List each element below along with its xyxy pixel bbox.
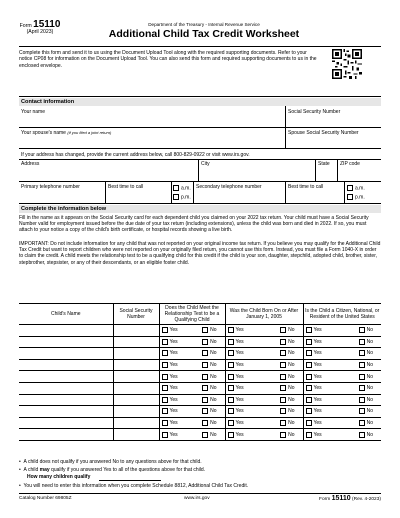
- child-ssn-cell[interactable]: [113, 336, 159, 348]
- born-after-no-checkbox[interactable]: No: [280, 432, 294, 438]
- col-citizen: Is the Child a Citizen, National, or Resident of the United States: [303, 304, 381, 325]
- spouse-ssn-label: Spouse Social Security Number: [288, 130, 359, 136]
- col-born-after: Was the Child Born On or After January 1, 2005: [225, 304, 303, 325]
- born-after-no-checkbox[interactable]: No: [280, 420, 294, 426]
- table-row: [19, 429, 381, 441]
- born-after-yes-checkbox[interactable]: Yes: [228, 420, 244, 426]
- form-header: [19, 19, 381, 46]
- bullet-not-qualify: • A child does not qualify if you answered No to any questions above for that child.: [19, 459, 202, 465]
- born-after-yes-checkbox[interactable]: Yes: [228, 408, 244, 414]
- citizen-yes-checkbox[interactable]: Yes: [306, 385, 322, 391]
- child-name-cell[interactable]: [19, 382, 113, 394]
- footer-form-id: Form 15110 (Rev. 4-2023): [319, 495, 381, 502]
- secondary-pm-checkbox[interactable]: p.m.: [347, 194, 365, 200]
- child-name-cell[interactable]: [19, 417, 113, 429]
- citizen-yes-checkbox[interactable]: Yes: [306, 350, 322, 356]
- citizen-yes-checkbox[interactable]: Yes: [306, 420, 322, 426]
- relationship-no-checkbox[interactable]: No: [202, 420, 216, 426]
- child-ssn-cell[interactable]: [113, 429, 159, 441]
- form-number-block: [19, 19, 61, 35]
- address-change-note: If your address has changed, provide the current address below, call 800-829-0922 or visit www.irs.gov.: [21, 152, 250, 158]
- relationship-no-checkbox[interactable]: No: [202, 339, 216, 345]
- form-title: Additional Child Tax Credit Worksheet: [108, 28, 300, 40]
- best-time-label: Best time to call: [108, 184, 144, 190]
- primary-pm-checkbox[interactable]: p.m.: [173, 194, 191, 200]
- relationship-yes-checkbox[interactable]: Yes: [162, 408, 178, 414]
- child-name-cell[interactable]: [19, 371, 113, 383]
- citizen-yes-checkbox[interactable]: Yes: [306, 339, 322, 345]
- citizen-no-checkbox[interactable]: No: [359, 327, 373, 333]
- relationship-no-checkbox[interactable]: No: [202, 432, 216, 438]
- relationship-yes-checkbox[interactable]: Yes: [162, 350, 178, 356]
- born-after-no-checkbox[interactable]: No: [280, 408, 294, 414]
- relationship-no-checkbox[interactable]: No: [202, 374, 216, 380]
- column-divider: [193, 181, 194, 203]
- col-relationship-test: Does the Child Meet the Relationship Test to be a Qualifying Child: [159, 304, 225, 325]
- col-childs-name: Child's Name: [19, 304, 113, 325]
- child-name-cell[interactable]: [19, 336, 113, 348]
- born-after-no-checkbox[interactable]: No: [280, 397, 294, 403]
- row-divider: [19, 159, 381, 160]
- born-after-yes-checkbox[interactable]: Yes: [228, 432, 244, 438]
- child-ssn-cell[interactable]: [113, 359, 159, 371]
- child-name-cell[interactable]: [19, 406, 113, 418]
- citizen-no-checkbox[interactable]: No: [359, 420, 373, 426]
- bullet-may-qualify: • A child may qualify if you answered Yes to all of the questions above for that child.: [19, 467, 206, 473]
- department-line: Department of the Treasury - Internal Revenue Service: [148, 22, 260, 27]
- born-after-no-checkbox[interactable]: No: [280, 327, 294, 333]
- relationship-yes-checkbox[interactable]: Yes: [162, 339, 178, 345]
- child-name-cell[interactable]: [19, 359, 113, 371]
- born-after-yes-checkbox[interactable]: Yes: [228, 339, 244, 345]
- col-ssn: Social Security Number: [113, 304, 159, 325]
- child-name-cell[interactable]: [19, 348, 113, 360]
- table-row: [19, 417, 381, 429]
- form-footer: [19, 493, 381, 502]
- secondary-phone-label: Secondary telephone number: [196, 184, 262, 190]
- child-ssn-cell[interactable]: [113, 382, 159, 394]
- relationship-no-checkbox[interactable]: No: [202, 385, 216, 391]
- your-name-label: Your name: [21, 109, 45, 115]
- spouse-name-label: Your spouse's name (if you filed a joint return): [21, 130, 112, 136]
- primary-phone-label: Primary telephone number: [21, 184, 80, 190]
- table-header-row: [19, 304, 381, 325]
- relationship-yes-checkbox[interactable]: Yes: [162, 327, 178, 333]
- column-divider: [344, 181, 345, 203]
- how-many-input[interactable]: [99, 480, 161, 481]
- form-date: (April 2023): [26, 29, 54, 35]
- citizen-no-checkbox[interactable]: No: [359, 350, 373, 356]
- primary-am-checkbox[interactable]: a.m.: [173, 185, 191, 191]
- relationship-yes-checkbox[interactable]: Yes: [162, 397, 178, 403]
- how-many-label: How many children qualify: [27, 474, 91, 480]
- child-ssn-cell[interactable]: [113, 406, 159, 418]
- intro-text: Complete this form and send it to us using the Document Upload Tool along with the required supporting documents. Refer to your notice CP08 for information on the Document Upload Tool. You can also send this form and required supporting documents to us in the enclosed envelope.: [19, 50, 317, 69]
- relationship-no-checkbox[interactable]: No: [202, 327, 216, 333]
- born-after-no-checkbox[interactable]: No: [280, 385, 294, 391]
- column-divider: [337, 159, 338, 181]
- column-divider: [285, 181, 286, 203]
- complete-section-heading: Complete the information below: [19, 203, 381, 213]
- instructions-paragraph: Fill in the name as it appears on the Social Security card for each dependent child you claimed on your 2022 tax return. Your child must have a Social Security Number valid for employment issued before the due date of your tax return (including extensions), unless the child was born and died in 2022. If so, you must attach to your notice a copy of the child's birth certificate, or hospital records showing a live birth.: [19, 215, 369, 234]
- born-after-no-checkbox[interactable]: No: [280, 350, 294, 356]
- city-label: City: [201, 161, 210, 167]
- born-after-yes-checkbox[interactable]: Yes: [228, 327, 244, 333]
- table-row: [19, 371, 381, 383]
- form-page: [19, 19, 381, 502]
- citizen-no-checkbox[interactable]: No: [359, 362, 373, 368]
- relationship-yes-checkbox[interactable]: Yes: [162, 374, 178, 380]
- secondary-am-checkbox[interactable]: a.m.: [347, 185, 365, 191]
- born-after-no-checkbox[interactable]: No: [280, 374, 294, 380]
- relationship-no-checkbox[interactable]: No: [202, 350, 216, 356]
- irs-website: www.irs.gov: [184, 496, 210, 501]
- citizen-no-checkbox[interactable]: No: [359, 432, 373, 438]
- form-number: 15110: [33, 19, 61, 30]
- table-row: [19, 325, 381, 337]
- citizen-yes-checkbox[interactable]: Yes: [306, 327, 322, 333]
- citizen-no-checkbox[interactable]: No: [359, 385, 373, 391]
- column-divider: [105, 181, 106, 203]
- table-row: [19, 348, 381, 360]
- relationship-no-checkbox[interactable]: No: [202, 397, 216, 403]
- state-label: State: [318, 161, 330, 167]
- citizen-yes-checkbox[interactable]: Yes: [306, 362, 322, 368]
- table-row: [19, 359, 381, 371]
- column-divider: [171, 181, 172, 203]
- born-after-yes-checkbox[interactable]: Yes: [228, 385, 244, 391]
- born-after-yes-checkbox[interactable]: Yes: [228, 362, 244, 368]
- column-divider: [315, 159, 316, 181]
- child-ssn-cell[interactable]: [113, 348, 159, 360]
- ssn-label: Social Security Number: [288, 109, 341, 115]
- child-ssn-cell[interactable]: [113, 371, 159, 383]
- born-after-yes-checkbox[interactable]: Yes: [228, 374, 244, 380]
- born-after-no-checkbox[interactable]: No: [280, 362, 294, 368]
- citizen-yes-checkbox[interactable]: Yes: [306, 432, 322, 438]
- contact-section-heading: Contact information: [19, 96, 381, 106]
- born-after-yes-checkbox[interactable]: Yes: [228, 350, 244, 356]
- child-ssn-cell[interactable]: [113, 325, 159, 337]
- table-row: [19, 336, 381, 348]
- column-divider: [198, 159, 199, 181]
- qr-code-icon: [332, 49, 362, 79]
- born-after-no-checkbox[interactable]: No: [280, 339, 294, 345]
- citizen-no-checkbox[interactable]: No: [359, 397, 373, 403]
- citizen-yes-checkbox[interactable]: Yes: [306, 374, 322, 380]
- child-ssn-cell[interactable]: [113, 394, 159, 406]
- important-paragraph: IMPORTANT: Do not include information for any child that was not reported on your original income tax return. If you believe you may qualify for the Additional Child Tax Credit but want to report children who were not reported on your originally filed return, you cannot use this form. Instead, you must file a Form 1040-X in order to claim the credit. A child meets the relationship test to be a qualifying child for this credit if the child is your son, daughter, stepchild, adopted child, brother, sister, stepbrother, stepsister, or any of their descendants, or an eligible foster child.: [19, 241, 381, 266]
- relationship-yes-checkbox[interactable]: Yes: [162, 420, 178, 426]
- row-divider: [19, 127, 381, 128]
- zip-label: ZIP code: [340, 161, 360, 167]
- child-name-cell[interactable]: [19, 394, 113, 406]
- header-rule: [19, 46, 381, 47]
- best-time-label: Best time to call: [288, 184, 324, 190]
- relationship-yes-checkbox[interactable]: Yes: [162, 362, 178, 368]
- address-label: Address: [21, 161, 40, 167]
- relationship-no-checkbox[interactable]: No: [202, 408, 216, 414]
- citizen-yes-checkbox[interactable]: Yes: [306, 408, 322, 414]
- relationship-yes-checkbox[interactable]: Yes: [162, 432, 178, 438]
- citizen-no-checkbox[interactable]: No: [359, 374, 373, 380]
- child-ssn-cell[interactable]: [113, 417, 159, 429]
- citizen-yes-checkbox[interactable]: Yes: [306, 397, 322, 403]
- relationship-yes-checkbox[interactable]: Yes: [162, 385, 178, 391]
- form-label: Form: [19, 23, 32, 29]
- relationship-no-checkbox[interactable]: No: [202, 362, 216, 368]
- citizen-no-checkbox[interactable]: No: [359, 339, 373, 345]
- table-row: [19, 394, 381, 406]
- row-divider: [19, 148, 381, 149]
- table-row: [19, 406, 381, 418]
- child-name-cell[interactable]: [19, 325, 113, 337]
- bullet-schedule-8812: • You will need to enter this information when you complete Schedule 8812, Additional Child Tax Credit.: [19, 483, 249, 489]
- citizen-no-checkbox[interactable]: No: [359, 408, 373, 414]
- child-name-cell[interactable]: [19, 429, 113, 441]
- table-row: [19, 382, 381, 394]
- catalog-number: Catalog Number 69805Z: [19, 496, 72, 501]
- born-after-yes-checkbox[interactable]: Yes: [228, 397, 244, 403]
- children-table: [19, 303, 381, 441]
- row-divider: [19, 181, 381, 182]
